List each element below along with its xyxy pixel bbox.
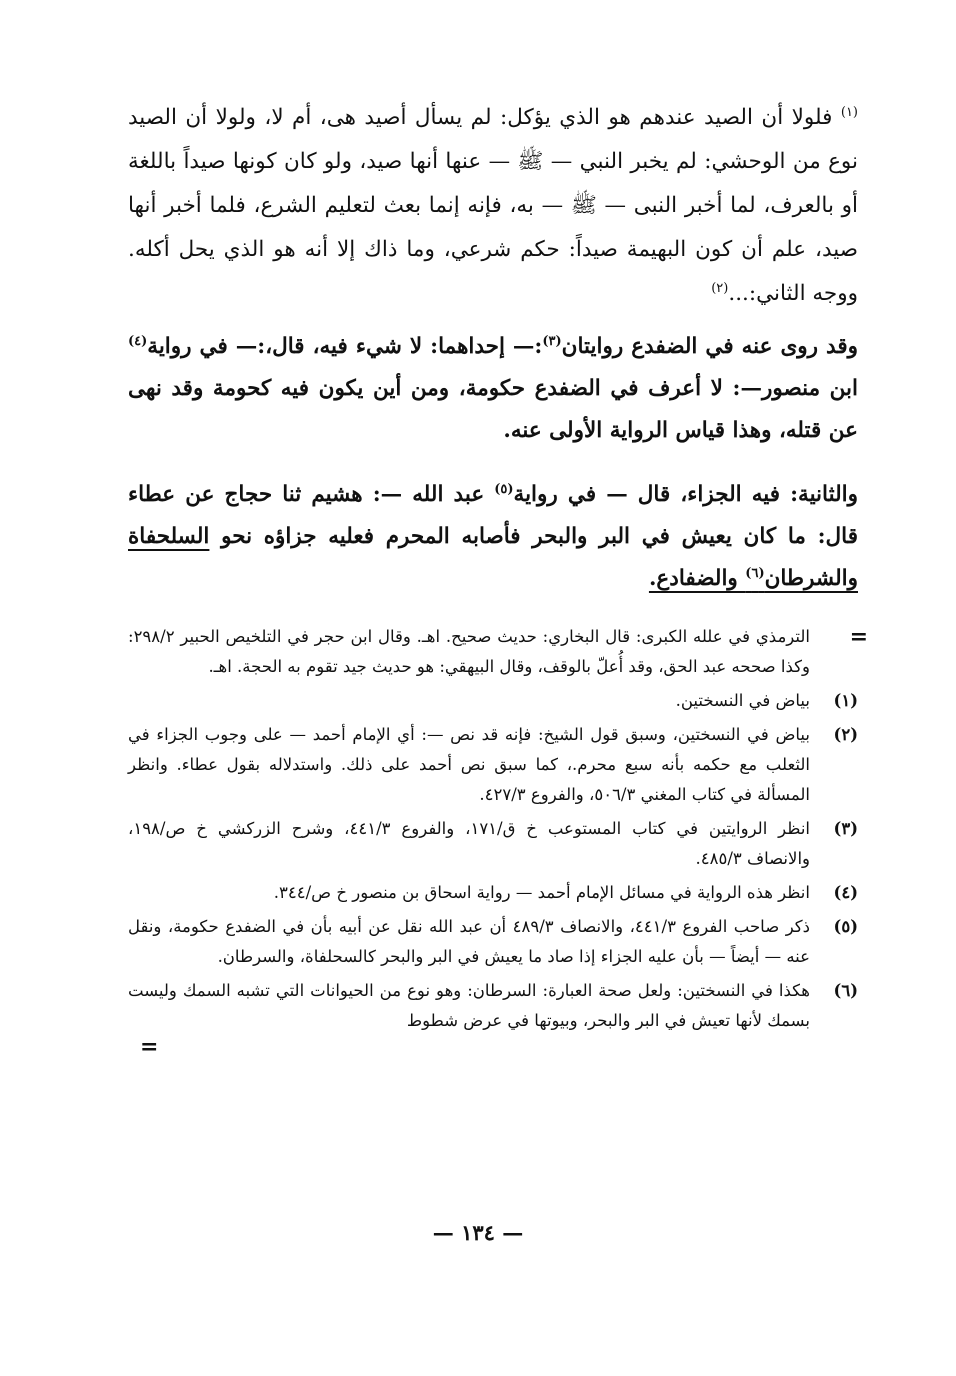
paragraph-3-text-d: والضفادع. bbox=[648, 566, 746, 591]
footnote-1 bbox=[128, 686, 858, 716]
paragraph-2-text-a: وقد روى عنه في الضفدع روايتان bbox=[561, 334, 858, 359]
footnote-3 bbox=[128, 814, 858, 874]
footnote-ref-1: (١) bbox=[840, 104, 858, 120]
paragraph-2-text-b: :— إحداهما: لا شيء فيه، قال،:— في رواية bbox=[147, 334, 543, 359]
paragraph-3-text-c: السلحفاة والشرطان bbox=[128, 524, 858, 591]
footnote-ref-5: (٥) bbox=[494, 481, 514, 497]
footnote-4 bbox=[128, 878, 858, 908]
footnote-text: انظر الروايتين في كتاب المستوعب خ ق/١٧١، والفروع ٤٤١/٣، وشرح الزركشي خ ص/١٩٨، والانصاف ٤٨٥/٣. bbox=[128, 819, 810, 868]
footnote-number: (٣) bbox=[833, 819, 858, 838]
footnote-text: ذكر صاحب الفروع ٤٤١/٣، والانصاف ٤٨٩/٣ أن عبد الله نقل عن أبيه بأن في الضفدع حكومة، ونقل عنه — أيضاً — بأن عليه الجزاء إذا صاد ما يعيش في البر والبحر كالسحلفاة، والسرطان. bbox=[128, 917, 810, 966]
continuation-mark: = bbox=[849, 624, 868, 650]
paragraph-1 bbox=[128, 96, 858, 316]
footnote-number: (٢) bbox=[833, 725, 858, 744]
footnote-ref-2: (٢) bbox=[711, 280, 729, 296]
footnote-5 bbox=[128, 912, 858, 972]
footnote-number: (٥) bbox=[833, 917, 858, 936]
footnote-6 bbox=[128, 976, 858, 1060]
footnote-2 bbox=[128, 720, 858, 810]
continuation-mark-end: = bbox=[140, 1034, 159, 1060]
footnote-text: هكذا في النسختين: ولعل صحة العبارة: السرطان: وهو نوع من الحيوانات التي تشبه السمك وليست بسمك لأنها تعيش في البر والبحر، وبيوتها في عرض شطوط bbox=[128, 981, 810, 1030]
footnote-number: (٤) bbox=[833, 883, 858, 902]
page-body bbox=[128, 96, 868, 1060]
paragraph-2-text-c: ابن منصور—: لا أعرف في الضفدع حكومة، ومن أين يكون فيه كحومة وقد نهى عن قتله، وهذا قياس الرواية الأولى عنه. bbox=[128, 376, 858, 443]
footnote-ref-4: (٤) bbox=[128, 333, 148, 349]
paragraph-2 bbox=[128, 326, 858, 452]
footnote-ref-3: (٣) bbox=[542, 333, 562, 349]
footnote-ref-6: (٦) bbox=[745, 565, 765, 581]
paragraph-3-text-a: والثانية: فيه الجزاء، قال — في رواية bbox=[513, 482, 858, 507]
footnote-continued bbox=[128, 622, 868, 682]
footnote-text: انظر هذه الرواية في مسائل الإمام أحمد — رواية اسحاق بن منصور خ ص/٣٤٤. bbox=[273, 883, 810, 902]
paragraph-3-text-b: عبد الله —: هشيم ثنا حجاج عن عطاء قال: ما كان يعيش في البر والبحر فأصابه المحرم فعليه جزاؤه نحو bbox=[128, 482, 858, 549]
footnotes bbox=[128, 622, 868, 1060]
footnote-text: بياض في النسختين، وسبق قول الشيخ: فإنه قد نص —: أي الإمام أحمد — على وجوب الجزاء في الثعلب مع حكمه بأنه سبع محرم.، كما سبق نص أحمد على ذلك. واستدلاله بقول عطاء. وانظر المسألة في كتاب المغني ٥٠٦/٣، والفروع ٤٢٧/٣. bbox=[128, 725, 810, 804]
paragraph-3 bbox=[128, 474, 858, 600]
footnote-text: بياض في النسختين. bbox=[675, 691, 810, 710]
footnote-number: (٦) bbox=[833, 981, 858, 1000]
page-number: — ١٣٤ — bbox=[432, 1220, 524, 1245]
footnote-text: الترمذي في علله الكبرى: قال البخاري: حديث صحيح. اهـ. وقال ابن حجر في التلخيص الحبير ٢٩٨/٢: وكذا صححه عبد الحق، وقد أُعلّ بالوقف، وقال البيهقي: هو حديث جيد تقوم به الحجة. اهـ. bbox=[128, 627, 810, 676]
footnote-number: (١) bbox=[833, 691, 858, 710]
paragraph-1-text: فلولا أن الصيد عندهم هو الذي يؤكل: لم يسأل أصيد هى، أم لا، ولولا أن الصيد نوع من الوحشي: لم يخبر النبي — ﷺ — عنها أنها صيد، ولو كان كونها صيداً باللغة أو بالعرف، لما أخبر النبى — ﷺ — به، فإنه إنما بعث لتعليم الشرع، فلما أخبر أنها صيد، علم أن كون البهيمة صيداً: حكم شرعي، وما ذاك إلا أنه هو الذي يحل أكله. ووجه الثاني:... bbox=[128, 105, 858, 306]
